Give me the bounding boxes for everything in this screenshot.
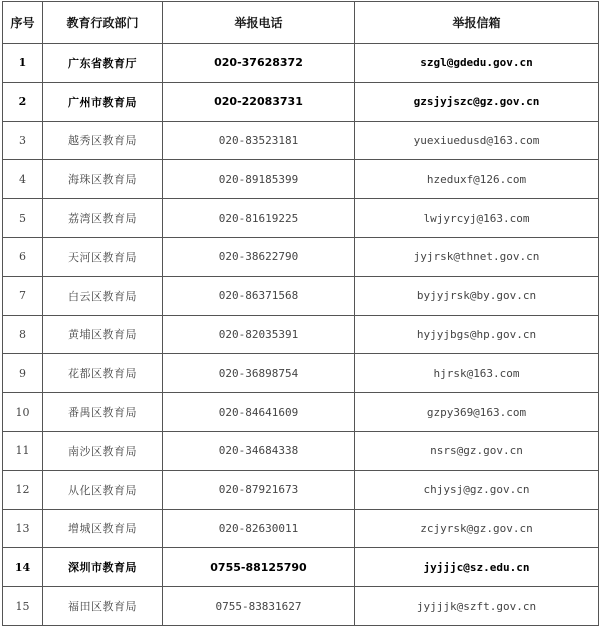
serial-number-cell: 1 bbox=[3, 44, 43, 83]
phone-cell: 0755-88125790 bbox=[163, 548, 355, 587]
serial-number-cell: 7 bbox=[3, 276, 43, 315]
phone-cell: 020-22083731 bbox=[163, 82, 355, 121]
department-cell: 越秀区教育局 bbox=[43, 121, 163, 160]
email-cell: jyjrsk@thnet.gov.cn bbox=[355, 237, 599, 276]
department-cell: 从化区教育局 bbox=[43, 470, 163, 509]
table-row bbox=[3, 237, 599, 276]
email-cell: gzsjyjszc@gz.gov.cn bbox=[355, 82, 599, 121]
serial-number-cell: 10 bbox=[3, 393, 43, 432]
phone-cell: 020-81619225 bbox=[163, 199, 355, 238]
department-cell: 广州市教育局 bbox=[43, 82, 163, 121]
report-contacts-table-wrapper bbox=[2, 1, 598, 626]
phone-cell: 020-86371568 bbox=[163, 276, 355, 315]
department-cell: 黄埔区教育局 bbox=[43, 315, 163, 354]
phone-cell: 020-82035391 bbox=[163, 315, 355, 354]
table-header-row bbox=[3, 2, 599, 44]
report-contacts-table bbox=[2, 1, 599, 626]
phone-cell: 020-89185399 bbox=[163, 160, 355, 199]
email-cell: hyjyjbgs@hp.gov.cn bbox=[355, 315, 599, 354]
header-department: 教育行政部门 bbox=[43, 2, 163, 44]
table-row bbox=[3, 431, 599, 470]
table-row bbox=[3, 587, 599, 626]
email-cell: hzeduxf@126.com bbox=[355, 160, 599, 199]
serial-number-cell: 2 bbox=[3, 82, 43, 121]
email-cell: chjysj@gz.gov.cn bbox=[355, 470, 599, 509]
department-cell: 福田区教育局 bbox=[43, 587, 163, 626]
department-cell: 荔湾区教育局 bbox=[43, 199, 163, 238]
email-cell: jyjjjc@sz.edu.cn bbox=[355, 548, 599, 587]
table-row bbox=[3, 44, 599, 83]
serial-number-cell: 4 bbox=[3, 160, 43, 199]
table-row bbox=[3, 548, 599, 587]
phone-cell: 0755-83831627 bbox=[163, 587, 355, 626]
phone-cell: 020-37628372 bbox=[163, 44, 355, 83]
header-report-phone: 举报电话 bbox=[163, 2, 355, 44]
table-row bbox=[3, 315, 599, 354]
department-cell: 深圳市教育局 bbox=[43, 548, 163, 587]
serial-number-cell: 3 bbox=[3, 121, 43, 160]
phone-cell: 020-38622790 bbox=[163, 237, 355, 276]
email-cell: gzpy369@163.com bbox=[355, 393, 599, 432]
serial-number-cell: 14 bbox=[3, 548, 43, 587]
table-body bbox=[3, 44, 599, 626]
department-cell: 花都区教育局 bbox=[43, 354, 163, 393]
table-row bbox=[3, 393, 599, 432]
table-row bbox=[3, 276, 599, 315]
table-row bbox=[3, 470, 599, 509]
table-row bbox=[3, 121, 599, 160]
phone-cell: 020-82630011 bbox=[163, 509, 355, 548]
email-cell: hjrsk@163.com bbox=[355, 354, 599, 393]
table-row bbox=[3, 82, 599, 121]
header-serial-number: 序号 bbox=[3, 2, 43, 44]
email-cell: jyjjjk@szft.gov.cn bbox=[355, 587, 599, 626]
table-row bbox=[3, 509, 599, 548]
email-cell: byjyjrsk@by.gov.cn bbox=[355, 276, 599, 315]
phone-cell: 020-84641609 bbox=[163, 393, 355, 432]
header-report-email: 举报信箱 bbox=[355, 2, 599, 44]
serial-number-cell: 6 bbox=[3, 237, 43, 276]
email-cell: yuexiuedusd@163.com bbox=[355, 121, 599, 160]
phone-cell: 020-36898754 bbox=[163, 354, 355, 393]
email-cell: szgl@gdedu.gov.cn bbox=[355, 44, 599, 83]
phone-cell: 020-83523181 bbox=[163, 121, 355, 160]
table-row bbox=[3, 199, 599, 238]
serial-number-cell: 11 bbox=[3, 431, 43, 470]
department-cell: 广东省教育厅 bbox=[43, 44, 163, 83]
phone-cell: 020-87921673 bbox=[163, 470, 355, 509]
department-cell: 番禺区教育局 bbox=[43, 393, 163, 432]
table-row bbox=[3, 354, 599, 393]
department-cell: 天河区教育局 bbox=[43, 237, 163, 276]
department-cell: 增城区教育局 bbox=[43, 509, 163, 548]
department-cell: 白云区教育局 bbox=[43, 276, 163, 315]
email-cell: nsrs@gz.gov.cn bbox=[355, 431, 599, 470]
email-cell: zcjyrsk@gz.gov.cn bbox=[355, 509, 599, 548]
phone-cell: 020-34684338 bbox=[163, 431, 355, 470]
serial-number-cell: 8 bbox=[3, 315, 43, 354]
serial-number-cell: 13 bbox=[3, 509, 43, 548]
department-cell: 海珠区教育局 bbox=[43, 160, 163, 199]
serial-number-cell: 9 bbox=[3, 354, 43, 393]
serial-number-cell: 12 bbox=[3, 470, 43, 509]
table-row bbox=[3, 160, 599, 199]
serial-number-cell: 15 bbox=[3, 587, 43, 626]
department-cell: 南沙区教育局 bbox=[43, 431, 163, 470]
serial-number-cell: 5 bbox=[3, 199, 43, 238]
email-cell: lwjyrcyj@163.com bbox=[355, 199, 599, 238]
